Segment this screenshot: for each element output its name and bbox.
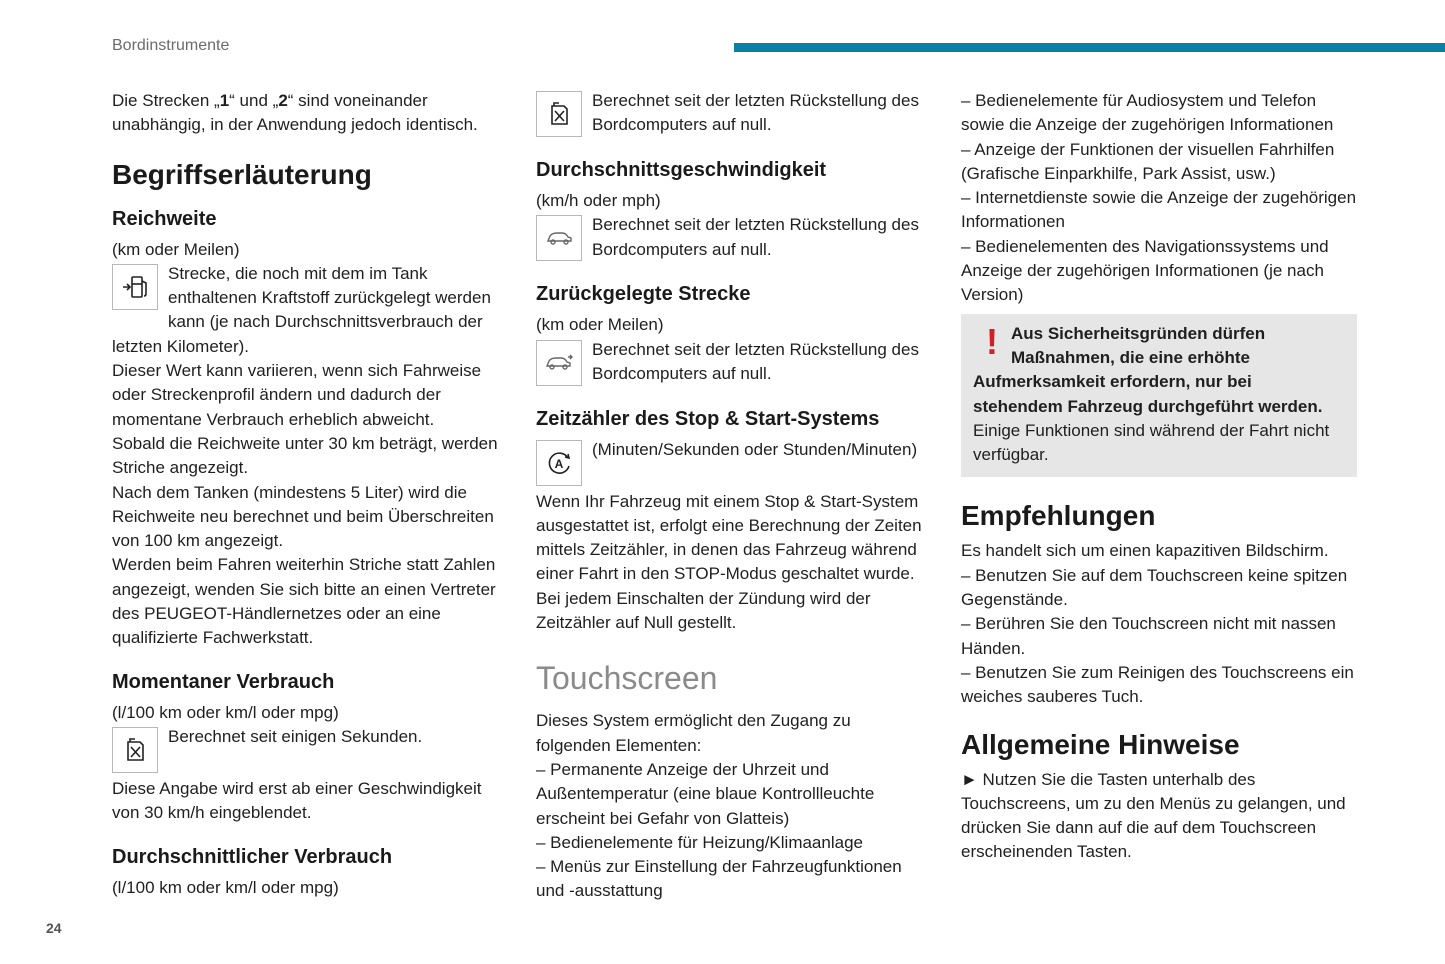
svg-text:A: A bbox=[554, 456, 564, 471]
column-3 bbox=[961, 89, 1357, 865]
unit-speed: (km/h oder mph) bbox=[536, 191, 661, 210]
intro-paragraph: Die Strecken „1“ und „2“ sind voneinander unabhängig, in der Anwendung jedoch identisch. bbox=[112, 91, 478, 135]
header-accent-bar bbox=[734, 43, 1445, 52]
reichweite-text-2: Dieser Wert kann variieren, wenn sich Fahrweise oder Streckenprofil ändern und dadurch der momentane Verbrauch erheblich abweicht. bbox=[112, 361, 482, 429]
list-item: – Internetdienste sowie die Anzeige der zugehörigen Informationen bbox=[961, 188, 1357, 232]
allg-text: ► Nutzen Sie die Tasten unterhalb des Touchscreens, um zu den Menüs zu gelangen, und drücken Sie dann auf die auf dem Touchscreen erscheinenden Tasten. bbox=[961, 769, 1346, 862]
list-item: – Menüs zur Einstellung der Fahrzeugfunktionen und -ausstattung bbox=[536, 857, 902, 901]
heading-begriffserlaeuterung: Begriffserläuterung bbox=[112, 158, 372, 190]
reichweite-text-4: Nach dem Tanken (mindestens 5 Liter) wird die Reichweite neu berechnet und beim Überschreiten von 100 km angezeigt. bbox=[112, 482, 494, 551]
car-distance-icon bbox=[536, 340, 582, 386]
heading-touchscreen: Touchscreen bbox=[536, 660, 718, 697]
fuel-range-icon bbox=[112, 264, 158, 310]
avg-consumption-text: Berechnet seit der letzten Rückstellung des Bordcomputers auf null. bbox=[592, 91, 919, 135]
list-item: – Bedienelemente für Audiosystem und Telefon sowie die Anzeige der zugehörigen Informationen bbox=[961, 91, 1334, 135]
warning-text: Einige Funktionen sind während der Fahrt nicht verfügbar. bbox=[973, 420, 1330, 465]
unit-stopstart: (Minuten/Sekunden oder Stunden/Minuten) bbox=[592, 439, 918, 459]
heading-momentaner-verbrauch: Momentaner Verbrauch bbox=[112, 670, 335, 693]
stop-start-icon bbox=[536, 440, 582, 486]
reichweite-text-5: Werden beim Fahren weiterhin Striche statt Zahlen angezeigt, wenden Sie sich bitte an einen Vertreter des PEUGEOT-Händlernetzes oder an eine qualifizierte Fachwerkstatt. bbox=[112, 555, 496, 648]
list-item: – Berühren Sie den Touchscreen nicht mit nassen Händen. bbox=[961, 614, 1336, 658]
distance-text: Berechnet seit der letzten Rückstellung des Bordcomputers auf null. bbox=[592, 339, 919, 383]
list-item: – Permanente Anzeige der Uhrzeit und Außentemperatur (eine blaue Kontrollleuchte erscheint bei Gefahr von Glatteis) bbox=[536, 759, 875, 828]
fuel-can-icon bbox=[112, 727, 158, 773]
unit-reichweite: (km oder Meilen) bbox=[112, 239, 240, 259]
list-item: – Bedienelementen des Navigationssystems und Anzeige der zugehörigen Informationen (je nach Version) bbox=[961, 236, 1329, 305]
page-number: 24 bbox=[46, 920, 62, 936]
warning-icon: ! bbox=[986, 320, 998, 362]
reichweite-text-3: Sobald die Reichweite unter 30 km beträgt, werden Striche angezeigt. bbox=[112, 433, 498, 478]
column-2 bbox=[536, 89, 928, 904]
section-header: Bordinstrumente bbox=[112, 37, 230, 54]
heading-durchschnittsgeschwindigkeit: Durchschnittsgeschwindigkeit bbox=[536, 159, 827, 181]
touch-intro: Dieses System ermöglicht den Zugang zu folgenden Elementen: bbox=[536, 711, 851, 755]
heading-stop-start: Zeitzähler des Stop & Start-Systems bbox=[536, 407, 880, 430]
empf-intro: Es handelt sich um einen kapazitiven Bildschirm. bbox=[961, 541, 1329, 561]
speed-text: Berechnet seit der letzten Rückstellung des Bordcomputers auf null. bbox=[592, 215, 919, 259]
heading-allgemeine-hinweise: Allgemeine Hinweise bbox=[961, 728, 1240, 760]
car-speed-icon bbox=[536, 215, 582, 261]
unit-durchschnitt: (l/100 km oder km/l oder mpg) bbox=[112, 877, 339, 897]
column-1 bbox=[112, 89, 504, 900]
heading-reichweite: Reichweite bbox=[112, 207, 217, 230]
heading-empfehlungen: Empfehlungen bbox=[961, 500, 1156, 532]
warning-box bbox=[961, 314, 1357, 478]
list-item: – Benutzen Sie auf dem Touchscreen keine spitzen Gegenstände. bbox=[961, 565, 1348, 610]
warning-bold-text: Aus Sicherheitsgründen dürfen Maßnahmen, die eine erhöhte Aufmerksamkeit erfordern, nur bei stehendem Fahrzeug durchgeführt werden. bbox=[973, 323, 1323, 416]
momentan-text-2: Diese Angabe wird erst ab einer Geschwindigkeit von 30 km/h eingeblendet. bbox=[112, 778, 482, 823]
list-item: – Benutzen Sie zum Reinigen des Touchscreens ein weiches sauberes Tuch. bbox=[961, 662, 1354, 707]
heading-zurueckgelegte-strecke: Zurückgelegte Strecke bbox=[536, 283, 751, 306]
heading-durchschnittlicher-verbrauch: Durchschnittlicher Verbrauch bbox=[112, 845, 393, 868]
reichweite-text-1: Strecke, die noch mit dem im Tank enthaltenen Kraftstoff zurückgelegt werden kann (je nach Durchschnittsverbrauch der letzten Kilometer). bbox=[112, 263, 491, 356]
fuel-can-icon bbox=[536, 91, 582, 137]
list-item: – Anzeige der Funktionen der visuellen Fahrhilfen (Grafische Einparkhilfe, Park Assist, usw.) bbox=[961, 139, 1335, 183]
stopstart-text: Wenn Ihr Fahrzeug mit einem Stop & Start-System ausgestattet ist, erfolgt eine Berechnung der Zeiten mittels Zeitzähler, in denen das Fahrzeug während einer Fahrt in den STOP-Modus geschaltet wurde. Bei jedem Einschalten der Zündung wird der Zeitzähler auf Null gestellt. bbox=[536, 491, 922, 633]
momentan-text-1: Berechnet seit einigen Sekunden. bbox=[168, 726, 423, 746]
unit-momentan: (l/100 km oder km/l oder mpg) bbox=[112, 702, 339, 722]
unit-distance: (km oder Meilen) bbox=[536, 315, 664, 335]
list-item: – Bedienelemente für Heizung/Klimaanlage bbox=[536, 832, 863, 852]
